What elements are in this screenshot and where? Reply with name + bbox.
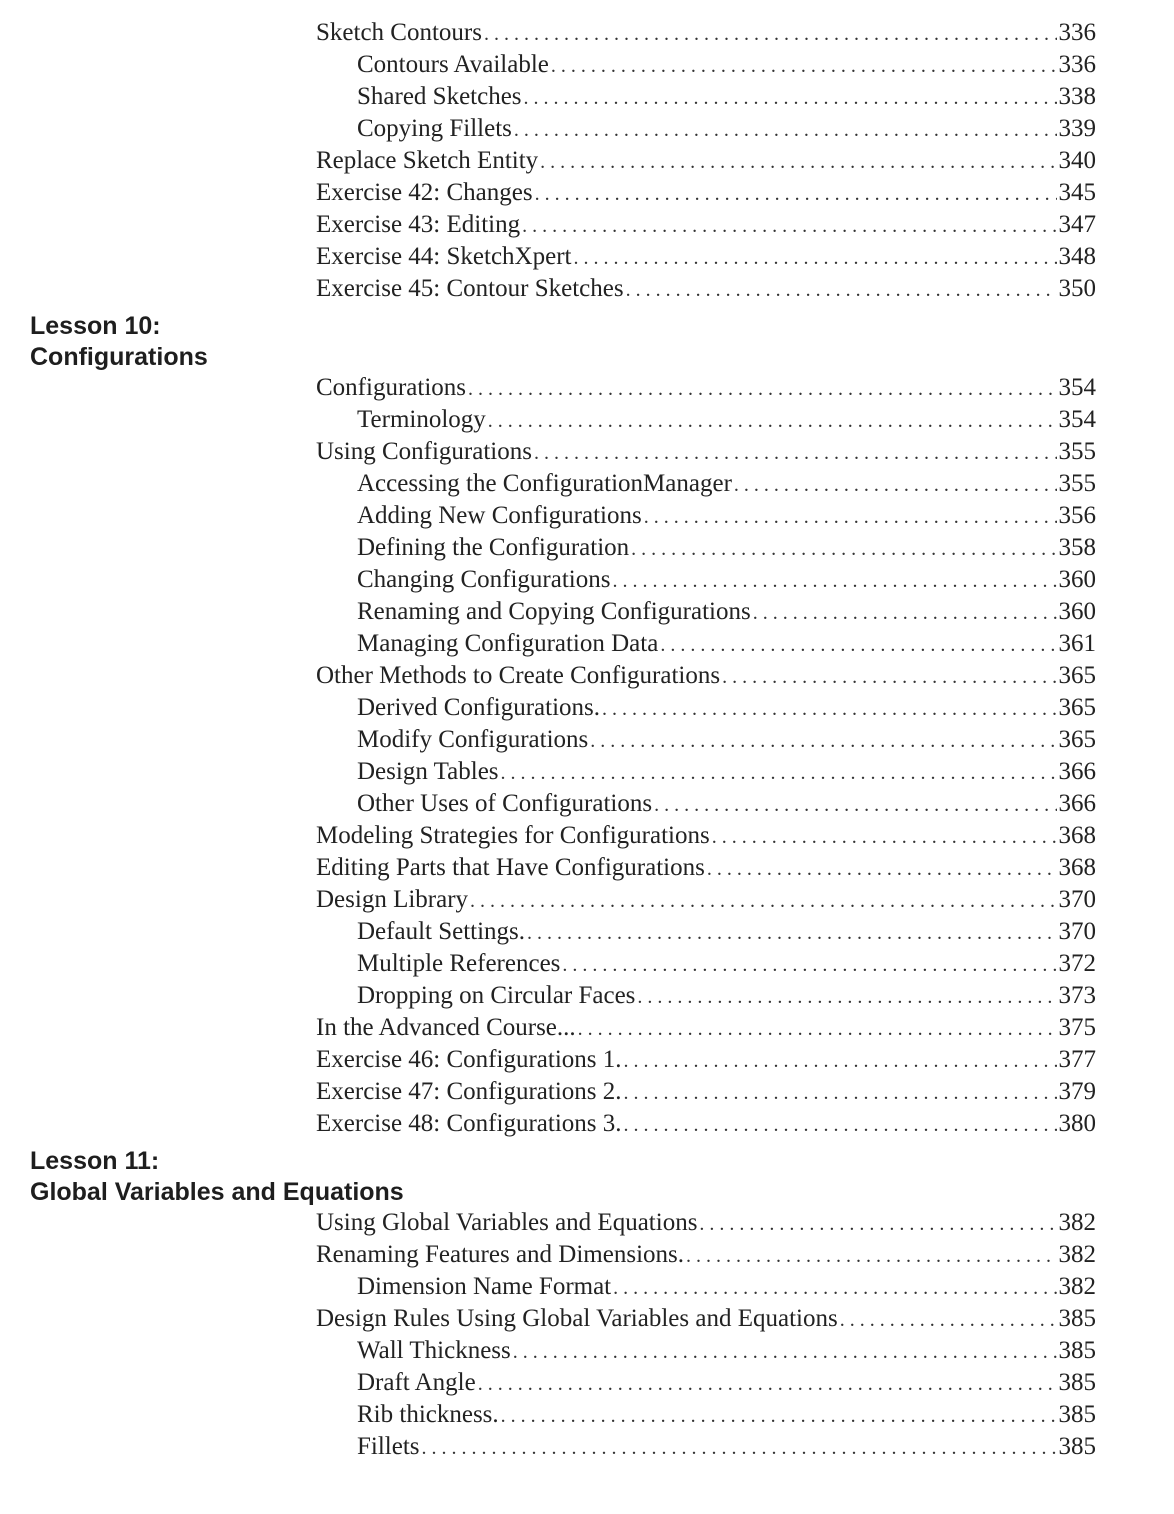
- toc-entry-title: Editing Parts that Have Configurations: [316, 854, 705, 881]
- toc-entry[interactable]: [316, 884, 1096, 916]
- toc-entry[interactable]: [316, 1303, 1096, 1335]
- toc-subentry[interactable]: [357, 724, 1096, 756]
- dot-leader: [631, 533, 1056, 565]
- toc-subentry[interactable]: [357, 596, 1096, 628]
- toc-page-number: 380: [1058, 1110, 1096, 1137]
- toc-subentry[interactable]: [357, 756, 1096, 788]
- toc-page-number: 382: [1058, 1273, 1096, 1300]
- dot-leader: [478, 1368, 1057, 1400]
- dot-leader: [613, 1272, 1056, 1304]
- toc-entry-title: Design Rules Using Global Variables and Equations: [316, 1305, 838, 1332]
- toc-page-number: 350: [1058, 275, 1096, 302]
- toc-subentry[interactable]: [357, 564, 1096, 596]
- toc-entry-title: Shared Sketches: [357, 83, 522, 110]
- toc-entry-title: Modeling Strategies for Configurations: [316, 822, 710, 849]
- dot-leader: [527, 917, 1056, 949]
- toc-entry-title: Fillets: [357, 1433, 420, 1460]
- toc-page-number: 368: [1058, 822, 1096, 849]
- dot-leader: [540, 146, 1056, 178]
- toc-subentry[interactable]: [357, 500, 1096, 532]
- dot-leader: [501, 1400, 1057, 1432]
- dot-leader: [470, 885, 1056, 917]
- toc-page-number: 355: [1058, 470, 1096, 497]
- lesson-title: Global Variables and Equations: [30, 1178, 404, 1206]
- dot-leader: [644, 501, 1057, 533]
- dot-leader: [562, 949, 1056, 981]
- toc-page-number: 345: [1058, 179, 1096, 206]
- toc-entry-title: Exercise 46: Configurations 1.: [316, 1046, 622, 1073]
- toc-entry-title: Rib thickness.: [357, 1401, 499, 1428]
- toc-entry-title: Contours Available: [357, 51, 549, 78]
- dot-leader: [707, 853, 1057, 885]
- dot-leader: [626, 274, 1057, 306]
- toc-entry-title: Configurations: [316, 374, 466, 401]
- toc-entry-title: Using Global Variables and Equations: [316, 1209, 698, 1236]
- dot-leader: [602, 693, 1056, 725]
- toc-entry[interactable]: [316, 820, 1096, 852]
- toc-entry[interactable]: [316, 660, 1096, 692]
- toc-subentry[interactable]: [357, 532, 1096, 564]
- toc-entry-title: Multiple References: [357, 950, 561, 977]
- toc-page-number: 360: [1058, 566, 1096, 593]
- dot-leader: [578, 1013, 1057, 1045]
- toc-page-number: 358: [1058, 534, 1096, 561]
- toc-entry-title: Modify Configurations: [357, 726, 589, 753]
- toc-page-number: 366: [1058, 758, 1096, 785]
- dot-leader: [468, 373, 1057, 405]
- toc-entry[interactable]: [316, 177, 1096, 209]
- dot-leader: [513, 1336, 1057, 1368]
- toc-subentry[interactable]: [357, 1335, 1096, 1367]
- toc-page-number: 338: [1058, 83, 1096, 110]
- toc-subentry[interactable]: [357, 1367, 1096, 1399]
- toc-entry-title: Other Methods to Create Configurations: [316, 662, 721, 689]
- toc-page-number: 365: [1058, 662, 1096, 689]
- toc-page-number: 366: [1058, 790, 1096, 817]
- dot-leader: [551, 50, 1057, 82]
- toc-page-number: 377: [1058, 1046, 1096, 1073]
- lesson-heading: [30, 1146, 404, 1208]
- dot-leader: [522, 210, 1056, 242]
- toc-entry[interactable]: [316, 852, 1096, 884]
- toc-subentry[interactable]: [357, 948, 1096, 980]
- toc-entry-title: Exercise 44: SketchXpert: [316, 243, 572, 270]
- toc-entry-title: Copying Fillets: [357, 115, 512, 142]
- toc-entry-title: Managing Configuration Data: [357, 630, 659, 657]
- dot-leader: [484, 18, 1057, 50]
- toc-entry-title: Exercise 43: Editing: [316, 211, 521, 238]
- toc-page-number: 355: [1058, 438, 1096, 465]
- toc-page-number: 348: [1058, 243, 1096, 270]
- toc-page-number: 385: [1058, 1433, 1096, 1460]
- dot-leader: [501, 757, 1057, 789]
- toc-entry-title: Renaming Features and Dimensions.: [316, 1241, 684, 1268]
- toc-subentry[interactable]: [357, 49, 1096, 81]
- toc-subentry[interactable]: [357, 628, 1096, 660]
- toc-page-number: 385: [1058, 1337, 1096, 1364]
- toc-page-number: 339: [1058, 115, 1096, 142]
- dot-leader: [624, 1077, 1057, 1109]
- toc-subentry[interactable]: [357, 81, 1096, 113]
- dot-leader: [624, 1045, 1057, 1077]
- toc-page-number: 365: [1058, 726, 1096, 753]
- toc-page-number: 385: [1058, 1401, 1096, 1428]
- toc-entry-title: Terminology: [357, 406, 486, 433]
- toc-subentry[interactable]: [357, 113, 1096, 145]
- dot-leader: [660, 629, 1056, 661]
- toc-page-number: 336: [1058, 51, 1096, 78]
- lesson-number: Lesson 10:: [30, 312, 161, 340]
- toc-entry[interactable]: [316, 1108, 1096, 1140]
- toc-entry-title: Exercise 48: Configurations 3.: [316, 1110, 622, 1137]
- toc-entry-title: Defining the Configuration: [357, 534, 630, 561]
- toc-entry[interactable]: [316, 241, 1096, 273]
- toc-page-number: 372: [1058, 950, 1096, 977]
- toc-entry-title: Renaming and Copying Configurations: [357, 598, 751, 625]
- dot-leader: [573, 242, 1056, 274]
- toc-entry[interactable]: [316, 1012, 1096, 1044]
- toc-entry-title: Default Settings.: [357, 918, 526, 945]
- toc-page-number: 340: [1058, 147, 1096, 174]
- toc-entry-title: Dropping on Circular Faces: [357, 982, 636, 1009]
- toc-subentry[interactable]: [357, 980, 1096, 1012]
- toc-entry-title: In the Advanced Course...: [316, 1014, 576, 1041]
- toc-entry-title: Draft Angle: [357, 1369, 476, 1396]
- toc-entry[interactable]: [316, 273, 1096, 305]
- toc-entry[interactable]: [316, 209, 1096, 241]
- toc-entry-title: Dimension Name Format: [357, 1273, 612, 1300]
- dot-leader: [590, 725, 1056, 757]
- toc-subentry[interactable]: [357, 1271, 1096, 1303]
- toc-entry-title: Design Library: [316, 886, 469, 913]
- toc-entry[interactable]: [316, 436, 1096, 468]
- toc-page-number: 356: [1058, 502, 1096, 529]
- toc-page-number: 370: [1058, 886, 1096, 913]
- dot-leader: [637, 981, 1056, 1013]
- lesson-heading: [30, 311, 208, 373]
- toc-entry-title: Design Tables: [357, 758, 499, 785]
- toc-page-number: 385: [1058, 1305, 1096, 1332]
- dot-leader: [612, 565, 1056, 597]
- dot-leader: [722, 661, 1056, 693]
- toc-entry-title: Derived Configurations.: [357, 694, 601, 721]
- dot-leader: [654, 789, 1056, 821]
- toc-entry[interactable]: [316, 1076, 1096, 1108]
- dot-leader: [734, 469, 1057, 501]
- dot-leader: [534, 437, 1057, 469]
- toc-page-number: 370: [1058, 918, 1096, 945]
- toc-subentry[interactable]: [357, 788, 1096, 820]
- toc-entry-title: Other Uses of Configurations: [357, 790, 653, 817]
- toc-page-number: 373: [1058, 982, 1096, 1009]
- toc-entry-title: Using Configurations: [316, 438, 532, 465]
- lesson-number: Lesson 11:: [30, 1147, 160, 1175]
- dot-leader: [753, 597, 1057, 629]
- toc-entry-title: Exercise 42: Changes: [316, 179, 533, 206]
- toc-entry[interactable]: [316, 1207, 1096, 1239]
- toc-entry[interactable]: [316, 145, 1096, 177]
- toc-page-number: 382: [1058, 1209, 1096, 1236]
- dot-leader: [488, 405, 1057, 437]
- toc-subentry[interactable]: [357, 1399, 1096, 1431]
- toc-entry-title: Sketch Contours: [316, 19, 482, 46]
- toc-subentry[interactable]: [357, 404, 1096, 436]
- toc-entry-title: Changing Configurations: [357, 566, 611, 593]
- dot-leader: [524, 82, 1057, 114]
- toc-subentry[interactable]: [357, 692, 1096, 724]
- toc-entry[interactable]: [316, 1044, 1096, 1076]
- toc-page-number: 354: [1058, 374, 1096, 401]
- dot-leader: [422, 1432, 1057, 1464]
- toc-entry-title: Exercise 45: Contour Sketches: [316, 275, 624, 302]
- toc-page-number: 354: [1058, 406, 1096, 433]
- toc-page-number: 336: [1058, 19, 1096, 46]
- toc-page-number: 368: [1058, 854, 1096, 881]
- toc-subentry[interactable]: [357, 468, 1096, 500]
- dot-leader: [712, 821, 1057, 853]
- toc-page-number: 382: [1058, 1241, 1096, 1268]
- toc-entry-title: Exercise 47: Configurations 2.: [316, 1078, 622, 1105]
- toc-entry[interactable]: [316, 372, 1096, 404]
- dot-leader: [840, 1304, 1057, 1336]
- lesson-title: Configurations: [30, 343, 208, 371]
- dot-leader: [699, 1208, 1056, 1240]
- toc-page-number: 379: [1058, 1078, 1096, 1105]
- toc-page-number: 385: [1058, 1369, 1096, 1396]
- toc-page-number: 375: [1058, 1014, 1096, 1041]
- toc-subentry[interactable]: [357, 1431, 1096, 1463]
- toc-entry[interactable]: [316, 17, 1096, 49]
- dot-leader: [535, 178, 1057, 210]
- toc-entry-title: Wall Thickness: [357, 1337, 511, 1364]
- dot-leader: [624, 1109, 1057, 1141]
- toc-entry-title: Accessing the ConfigurationManager: [357, 470, 732, 497]
- toc-entry-title: Replace Sketch Entity: [316, 147, 539, 174]
- toc-page-number: 347: [1058, 211, 1096, 238]
- toc-entry[interactable]: [316, 1239, 1096, 1271]
- dot-leader: [686, 1240, 1057, 1272]
- toc-page-number: 360: [1058, 598, 1096, 625]
- toc-entry-title: Adding New Configurations: [357, 502, 642, 529]
- toc-subentry[interactable]: [357, 916, 1096, 948]
- toc-page-number: 361: [1058, 630, 1096, 657]
- toc-page-number: 365: [1058, 694, 1096, 721]
- dot-leader: [514, 114, 1057, 146]
